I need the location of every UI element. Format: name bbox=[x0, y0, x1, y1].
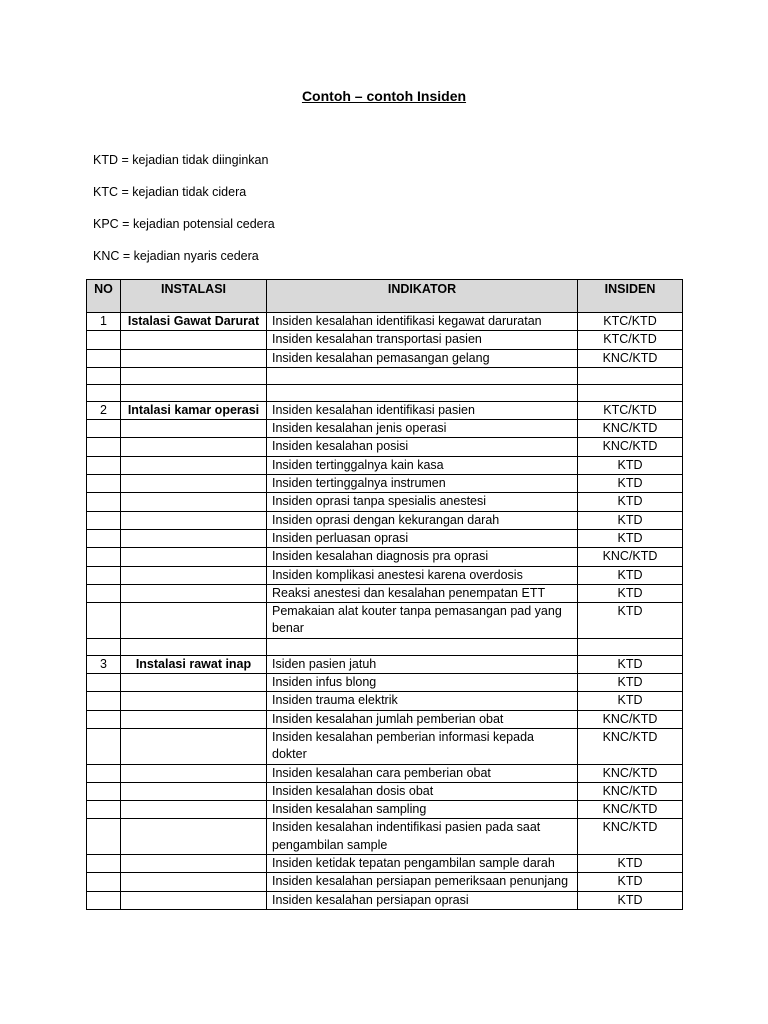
cell-indikator: Insiden kesalahan pemasangan gelang bbox=[267, 349, 578, 367]
cell-instalasi bbox=[121, 819, 267, 855]
cell-indikator: Insiden kesalahan jumlah pemberian obat bbox=[267, 710, 578, 728]
definition-knc: KNC = kejadian nyaris cedera bbox=[93, 249, 259, 263]
cell-insiden: KNC/KTD bbox=[578, 801, 683, 819]
cell-indikator bbox=[267, 638, 578, 655]
cell-instalasi bbox=[121, 529, 267, 547]
cell-instalasi bbox=[121, 764, 267, 782]
cell-instalasi bbox=[121, 891, 267, 909]
table-row bbox=[87, 655, 683, 673]
cell-instalasi bbox=[121, 873, 267, 891]
cell-insiden: KNC/KTD bbox=[578, 349, 683, 367]
cell-no bbox=[87, 475, 121, 493]
table-row bbox=[87, 855, 683, 873]
table-row bbox=[87, 891, 683, 909]
cell-no bbox=[87, 764, 121, 782]
cell-indikator: Pemakaian alat kouter tanpa pemasangan pad yang benar bbox=[267, 603, 578, 639]
cell-indikator: Insiden ketidak tepatan pengambilan sample darah bbox=[267, 855, 578, 873]
cell-indikator bbox=[267, 367, 578, 384]
cell-instalasi bbox=[121, 384, 267, 401]
cell-no bbox=[87, 511, 121, 529]
incident-table bbox=[86, 279, 683, 910]
cell-no bbox=[87, 638, 121, 655]
cell-insiden: KTD bbox=[578, 529, 683, 547]
table-row bbox=[87, 384, 683, 401]
table-row bbox=[87, 349, 683, 367]
table-row bbox=[87, 475, 683, 493]
table-row bbox=[87, 584, 683, 602]
cell-no bbox=[87, 493, 121, 511]
cell-insiden: KNC/KTD bbox=[578, 438, 683, 456]
cell-no bbox=[87, 710, 121, 728]
table-row bbox=[87, 401, 683, 419]
cell-instalasi bbox=[121, 782, 267, 800]
cell-instalasi bbox=[121, 603, 267, 639]
cell-indikator: Insiden perluasan oprasi bbox=[267, 529, 578, 547]
cell-no bbox=[87, 819, 121, 855]
cell-insiden bbox=[578, 384, 683, 401]
cell-insiden: KTD bbox=[578, 655, 683, 673]
cell-instalasi bbox=[121, 584, 267, 602]
cell-indikator: Insiden kesalahan posisi bbox=[267, 438, 578, 456]
table-row bbox=[87, 313, 683, 331]
cell-instalasi bbox=[121, 548, 267, 566]
cell-insiden: KNC/KTD bbox=[578, 782, 683, 800]
table-row bbox=[87, 493, 683, 511]
cell-instalasi: Intalasi kamar operasi bbox=[121, 401, 267, 419]
table-row bbox=[87, 638, 683, 655]
table-row bbox=[87, 873, 683, 891]
cell-indikator: Isiden pasien jatuh bbox=[267, 655, 578, 673]
cell-instalasi bbox=[121, 638, 267, 655]
definition-ktc: KTC = kejadian tidak cidera bbox=[93, 185, 247, 199]
cell-instalasi bbox=[121, 331, 267, 349]
cell-indikator: Insiden kesalahan persiapan oprasi bbox=[267, 891, 578, 909]
table-row bbox=[87, 603, 683, 639]
cell-no bbox=[87, 367, 121, 384]
cell-indikator: Insiden kesalahan diagnosis pra oprasi bbox=[267, 548, 578, 566]
cell-insiden: KNC/KTD bbox=[578, 548, 683, 566]
cell-insiden: KTD bbox=[578, 692, 683, 710]
cell-no bbox=[87, 566, 121, 584]
cell-indikator: Insiden kesalahan dosis obat bbox=[267, 782, 578, 800]
cell-no bbox=[87, 603, 121, 639]
table-row bbox=[87, 710, 683, 728]
cell-no bbox=[87, 548, 121, 566]
cell-no bbox=[87, 584, 121, 602]
cell-no bbox=[87, 384, 121, 401]
cell-no bbox=[87, 873, 121, 891]
cell-indikator: Insiden kesalahan identifikasi kegawat daruratan bbox=[267, 313, 578, 331]
cell-no bbox=[87, 801, 121, 819]
cell-instalasi bbox=[121, 475, 267, 493]
cell-insiden: KTD bbox=[578, 584, 683, 602]
cell-instalasi bbox=[121, 566, 267, 584]
cell-insiden: KNC/KTD bbox=[578, 728, 683, 764]
cell-indikator: Insiden kesalahan jenis operasi bbox=[267, 420, 578, 438]
cell-insiden: KNC/KTD bbox=[578, 764, 683, 782]
table-row bbox=[87, 674, 683, 692]
cell-insiden bbox=[578, 367, 683, 384]
cell-indikator: Insiden kesalahan pemberian informasi kepada dokter bbox=[267, 728, 578, 764]
table-header-row bbox=[87, 280, 683, 313]
cell-instalasi: Istalasi Gawat Darurat bbox=[121, 313, 267, 331]
cell-no bbox=[87, 438, 121, 456]
table-row bbox=[87, 566, 683, 584]
cell-no bbox=[87, 420, 121, 438]
cell-instalasi bbox=[121, 349, 267, 367]
cell-instalasi bbox=[121, 493, 267, 511]
cell-insiden: KTD bbox=[578, 873, 683, 891]
cell-insiden: KNC/KTD bbox=[578, 710, 683, 728]
cell-no bbox=[87, 456, 121, 474]
cell-indikator: Insiden kesalahan persiapan pemeriksaan penunjang bbox=[267, 873, 578, 891]
cell-indikator: Insiden kesalahan transportasi pasien bbox=[267, 331, 578, 349]
cell-insiden bbox=[578, 638, 683, 655]
table-row bbox=[87, 764, 683, 782]
cell-insiden: KTD bbox=[578, 603, 683, 639]
cell-no bbox=[87, 728, 121, 764]
cell-indikator: Insiden kesalahan sampling bbox=[267, 801, 578, 819]
table-row bbox=[87, 819, 683, 855]
table-row bbox=[87, 692, 683, 710]
cell-instalasi bbox=[121, 456, 267, 474]
definition-ktd: KTD = kejadian tidak diinginkan bbox=[93, 153, 269, 167]
header-insiden: INSIDEN bbox=[578, 280, 683, 313]
cell-instalasi bbox=[121, 511, 267, 529]
page-title: Contoh – contoh Insiden bbox=[301, 88, 467, 104]
cell-insiden: KTC/KTD bbox=[578, 401, 683, 419]
table-row bbox=[87, 456, 683, 474]
header-indikator: INDIKATOR bbox=[267, 280, 578, 313]
cell-indikator: Insiden oprasi tanpa spesialis anestesi bbox=[267, 493, 578, 511]
cell-indikator: Reaksi anestesi dan kesalahan penempatan ETT bbox=[267, 584, 578, 602]
cell-instalasi bbox=[121, 710, 267, 728]
cell-no: 2 bbox=[87, 401, 121, 419]
cell-no bbox=[87, 674, 121, 692]
cell-no: 3 bbox=[87, 655, 121, 673]
cell-insiden: KTD bbox=[578, 493, 683, 511]
cell-instalasi bbox=[121, 728, 267, 764]
table-row bbox=[87, 529, 683, 547]
definition-kpc: KPC = kejadian potensial cedera bbox=[93, 217, 275, 231]
cell-indikator: Insiden kesalahan identifikasi pasien bbox=[267, 401, 578, 419]
cell-instalasi bbox=[121, 420, 267, 438]
cell-no bbox=[87, 782, 121, 800]
cell-insiden: KTD bbox=[578, 475, 683, 493]
table-row bbox=[87, 548, 683, 566]
cell-insiden: KTC/KTD bbox=[578, 313, 683, 331]
cell-instalasi bbox=[121, 855, 267, 873]
cell-insiden: KTD bbox=[578, 674, 683, 692]
cell-no bbox=[87, 529, 121, 547]
cell-insiden: KTD bbox=[578, 511, 683, 529]
cell-indikator: Insiden tertinggalnya instrumen bbox=[267, 475, 578, 493]
header-instalasi: INSTALASI bbox=[121, 280, 267, 313]
cell-no: 1 bbox=[87, 313, 121, 331]
cell-instalasi bbox=[121, 801, 267, 819]
cell-instalasi bbox=[121, 674, 267, 692]
cell-indikator: Insiden trauma elektrik bbox=[267, 692, 578, 710]
table-body bbox=[87, 313, 683, 910]
table-row bbox=[87, 438, 683, 456]
cell-insiden: KTC/KTD bbox=[578, 331, 683, 349]
cell-instalasi bbox=[121, 692, 267, 710]
cell-insiden: KTD bbox=[578, 456, 683, 474]
cell-instalasi bbox=[121, 438, 267, 456]
cell-insiden: KNC/KTD bbox=[578, 819, 683, 855]
table-row bbox=[87, 801, 683, 819]
cell-indikator: Insiden kesalahan indentifikasi pasien pada saat pengambilan sample bbox=[267, 819, 578, 855]
table-row bbox=[87, 420, 683, 438]
cell-instalasi bbox=[121, 367, 267, 384]
cell-insiden: KTD bbox=[578, 891, 683, 909]
cell-no bbox=[87, 331, 121, 349]
table-row bbox=[87, 331, 683, 349]
cell-indikator: Insiden kesalahan cara pemberian obat bbox=[267, 764, 578, 782]
cell-indikator: Insiden oprasi dengan kekurangan darah bbox=[267, 511, 578, 529]
cell-indikator: Insiden infus blong bbox=[267, 674, 578, 692]
cell-indikator bbox=[267, 384, 578, 401]
cell-no bbox=[87, 891, 121, 909]
cell-indikator: Insiden tertinggalnya kain kasa bbox=[267, 456, 578, 474]
table-row bbox=[87, 511, 683, 529]
table-row bbox=[87, 728, 683, 764]
cell-no bbox=[87, 692, 121, 710]
table-row bbox=[87, 782, 683, 800]
cell-insiden: KTD bbox=[578, 566, 683, 584]
table-row bbox=[87, 367, 683, 384]
cell-indikator: Insiden komplikasi anestesi karena overdosis bbox=[267, 566, 578, 584]
header-no: NO bbox=[87, 280, 121, 313]
cell-no bbox=[87, 349, 121, 367]
cell-instalasi: Instalasi rawat inap bbox=[121, 655, 267, 673]
cell-no bbox=[87, 855, 121, 873]
cell-insiden: KNC/KTD bbox=[578, 420, 683, 438]
cell-insiden: KTD bbox=[578, 855, 683, 873]
